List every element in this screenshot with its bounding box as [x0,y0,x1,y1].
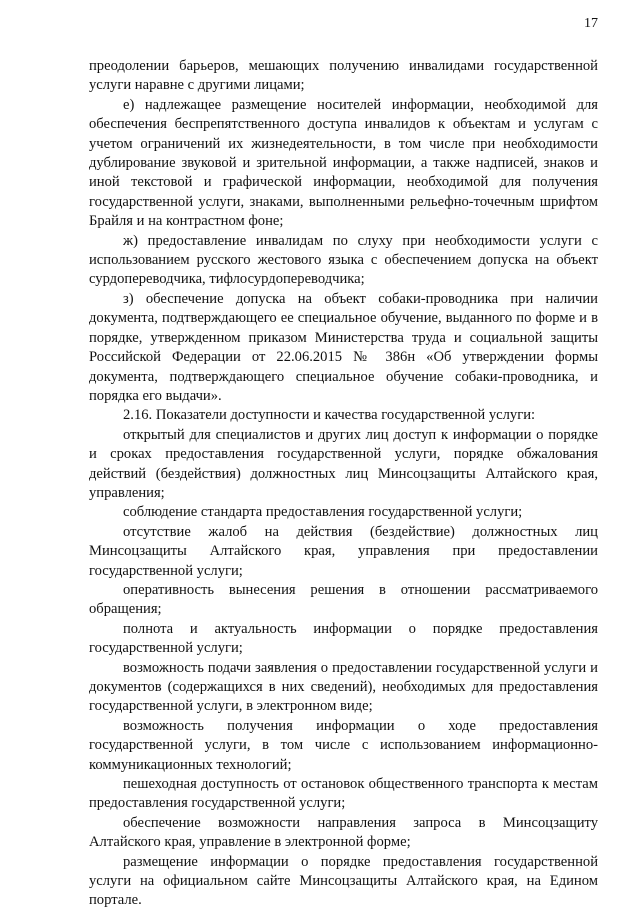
paragraph-indicator: пешеходная доступность от остановок общественного транспорта к местам предоставления государственной услуги; [89,776,598,812]
paragraph-indicator: оперативность вынесения решения в отношении рассматриваемого обращения; [89,581,598,618]
page-number: 17 [584,16,598,31]
document-body [89,57,598,911]
paragraph-indicator: обеспечение возможности направления запроса в Минсоцзащиту Алтайского края, управление в электронной форме; [89,814,598,851]
paragraph-indicator: полнота и актуальность информации о порядке предоставления государственной услуги; [89,620,598,657]
paragraph-item-e: е) надлежащее размещение носителей информации, необходимой для обеспечения беспрепятственного доступа инвалидов к объектам и услугам с учетом ограничений их жизнедеятельности, в том числе при необходимости дублирование звуковой и зрительной информации, а также надписей, знаков и иной текстовой и графической информации, необходимой для получения государственной услуги, знаками, выполненными рельефно-точечным шрифтом Брайля и на контрастном фоне; [89,96,598,230]
paragraph-item-zh: ж) предоставление инвалидам по слуху при необходимости услуги с использованием русского жестового языка с обеспечением допуска на объект сурдопереводчика, тифлосурдопереводчика; [89,232,598,288]
section-heading-2-16: 2.16. Показатели доступности и качества государственной услуги: [123,407,536,424]
paragraph-indicator: открытый для специалистов и других лиц доступ к информации о порядке и сроках предоставления государственной услуги, порядке обжалования действий (бездействия) должностных лиц Минсоцзащиты Алтайского края, управления; [89,426,598,501]
paragraph-indicator: размещение информации о порядке предоставления государственной услуги на официальном сайте Минсоцзащиты Алтайского края, на Едином портале. [89,853,598,909]
paragraph-indicator: отсутствие жалоб на действия (бездействие) должностных лиц Минсоцзащиты Алтайского края, управления при предоставлении государственной услуги; [89,523,598,579]
paragraph-indicator: возможность получения информации о ходе предоставления государственной услуги, в том числе с использованием информационно-коммуникационных технологий; [89,717,598,773]
paragraph-item-z: з) обеспечение допуска на объект собаки-проводника при наличии документа, подтверждающего ее специальное обучение, выданного по форме и в порядке, утвержденном приказом Министерства труда и социальной защиты Российской Федерации от 22.06.2015 № 386н «Об утверждении формы документа, подтверждающего специальное обучение собаки-проводника, и порядка его выдачи». [89,290,598,404]
paragraph-indicator: возможность подачи заявления о предоставлении государственной услуги и документов (содержащихся в них сведений), необходимых для предоставления государственной услуги, в электронном виде; [89,659,598,715]
paragraph-indicator: соблюдение стандарта предоставления государственной услуги; [123,504,523,521]
paragraph-continuation: преодолении барьеров, мешающих получению инвалидами государственной услуги наравне с другими лицами; [89,58,598,94]
